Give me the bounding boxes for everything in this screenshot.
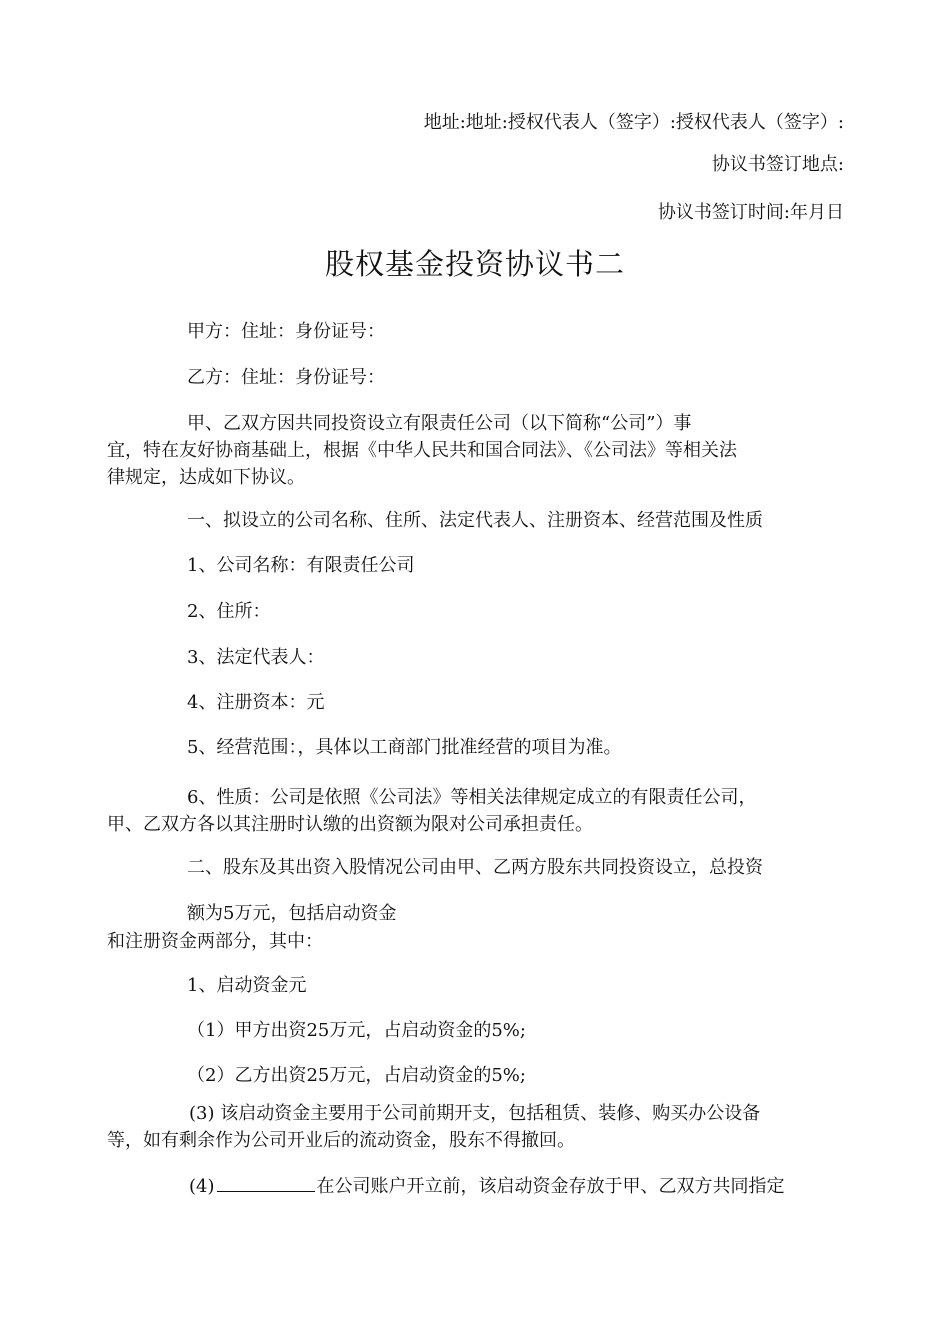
item-legal-representative: 3、法定代表人：: [187, 647, 325, 668]
header-signing-place: 协议书签订地点:: [711, 154, 844, 175]
sub-item-fund-usage-line-2: 等，如有剩余作为公司开业后的流动资金，股东不得撤回。: [107, 1130, 575, 1151]
section-2-line-2: 额为5万元，包括启动资金: [187, 903, 397, 924]
sub-item-fund-usage-line-1: (3) 该启动资金主要用于公司前期开支，包括租赁、装修、购买办公设备: [189, 1103, 761, 1124]
party-b-line: 乙方：住址：身份证号：: [187, 367, 385, 388]
section-2-line-3: 和注册资金两部分，其中：: [107, 931, 323, 952]
document-title: 股权基金投资协议书二: [324, 247, 625, 281]
sub-item-startup-fund: 1、启动资金元: [187, 975, 307, 996]
item-address: 2、住所：: [187, 601, 271, 622]
item-company-name: 1、公司名称：有限责任公司: [187, 555, 415, 576]
section-1-heading: 一、拟设立的公司名称、住所、法定代表人、注册资本、经营范围及性质: [187, 510, 763, 531]
intro-paragraph-line-1: 甲、乙双方因共同投资设立有限责任公司（以下简称“公司”）事: [187, 413, 692, 434]
header-address-signature-line: 地址:地址:授权代表人（签字）:授权代表人（签字）:: [423, 112, 844, 133]
item-business-scope: 5、经营范围：，具体以工商部门批准经营的项目为准。: [187, 737, 622, 758]
party-a-line: 甲方：住址：身份证号：: [187, 321, 385, 342]
fill-in-blank: [217, 1173, 315, 1192]
sub-item-4-prefix: (4): [189, 1176, 215, 1197]
header-signing-time: 协议书签订时间:年月日: [657, 202, 844, 223]
item-nature-line-1: 6、性质：公司是依照《公司法》等相关法律规定成立的有限责任公司，: [187, 787, 757, 808]
sub-item-party-b-contribution: （2）乙方出资25万元，占启动资金的5%;: [187, 1065, 526, 1086]
sub-item-party-a-contribution: （1）甲方出资25万元，占启动资金的5%;: [187, 1020, 526, 1041]
sub-item-fund-custody: [189, 1173, 785, 1199]
item-nature-line-2: 甲、乙双方各以其注册时认缴的出资额为限对公司承担责任。: [107, 814, 593, 835]
intro-paragraph-line-3: 律规定，达成如下协议。: [107, 467, 305, 488]
sub-item-4-text: 在公司账户开立前，该启动资金存放于甲、乙双方共同指定: [316, 1176, 785, 1197]
intro-paragraph-line-2: 宜，特在友好协商基础上，根据《中华人民共和国合同法》、《公司法》等相关法: [107, 440, 737, 461]
section-2-heading: 二、股东及其出资入股情况公司由甲、乙两方股东共同投资设立，总投资: [187, 857, 763, 878]
item-registered-capital: 4、注册资本：元: [187, 692, 325, 713]
